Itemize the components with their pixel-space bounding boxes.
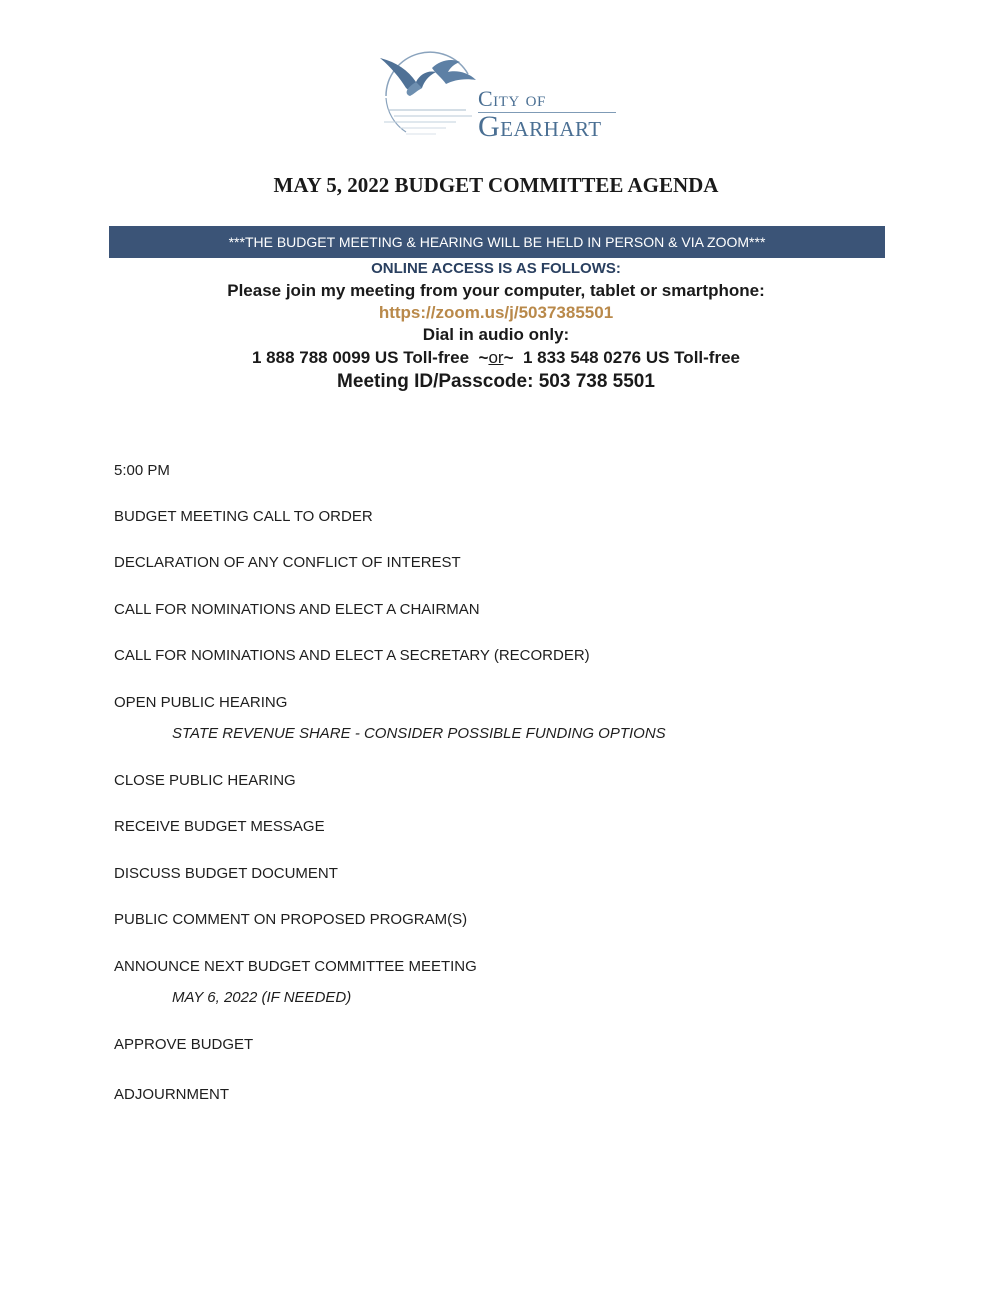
agenda-item: DECLARATION OF ANY CONFLICT OF INTEREST bbox=[114, 554, 461, 571]
agenda-item: OPEN PUBLIC HEARING bbox=[114, 694, 288, 711]
agenda-item: APPROVE BUDGET bbox=[114, 1036, 254, 1053]
agenda-item: CALL FOR NOMINATIONS AND ELECT A CHAIRMAN bbox=[114, 601, 480, 618]
city-logo bbox=[376, 48, 626, 144]
agenda-item: PUBLIC COMMENT ON PROPOSED PROGRAM(S) bbox=[114, 911, 468, 928]
dial-in-heading: Dial in audio only: bbox=[422, 325, 570, 344]
or-suffix: ~ bbox=[503, 348, 514, 367]
agenda-item: CALL FOR NOMINATIONS AND ELECT A SECRETARY (RECORDER) bbox=[114, 647, 590, 664]
agenda-subitem: STATE REVENUE SHARE - CONSIDER POSSIBLE FUNDING OPTIONS bbox=[172, 725, 666, 742]
or-prefix: ~ bbox=[478, 348, 489, 367]
agenda-item: BUDGET MEETING CALL TO ORDER bbox=[114, 508, 373, 525]
agenda-item: CLOSE PUBLIC HEARING bbox=[114, 772, 296, 789]
zoom-link[interactable]: https://zoom.us/j/5037385501 bbox=[378, 303, 614, 322]
or-separator: or bbox=[488, 348, 504, 367]
meeting-id: Meeting ID/Passcode: 503 738 5501 bbox=[337, 371, 655, 392]
logo-gearhart-text: Gearhart bbox=[478, 110, 602, 143]
agenda-time: 5:00 PM bbox=[114, 462, 170, 479]
agenda-item: RECEIVE BUDGET MESSAGE bbox=[114, 818, 325, 835]
logo-city-text: City of bbox=[478, 86, 546, 111]
seagull-logo-icon bbox=[376, 48, 486, 144]
join-instructions: Please join my meeting from your computer, tablet or smartphone: bbox=[227, 281, 765, 300]
meeting-banner: ***THE BUDGET MEETING & HEARING WILL BE HELD IN PERSON & VIA ZOOM*** bbox=[109, 226, 885, 258]
agenda-item: ADJOURNMENT bbox=[114, 1086, 229, 1103]
online-access-heading: ONLINE ACCESS IS AS FOLLOWS: bbox=[371, 260, 621, 277]
page-title: MAY 5, 2022 BUDGET COMMITTEE AGENDA bbox=[273, 173, 719, 197]
agenda-subitem: MAY 6, 2022 (IF NEEDED) bbox=[172, 989, 352, 1006]
agenda-item: DISCUSS BUDGET DOCUMENT bbox=[114, 865, 338, 882]
online-access-block bbox=[0, 258, 992, 395]
phone-number-2: 1 833 548 0276 US Toll-free bbox=[522, 348, 740, 367]
phone-number-1: 1 888 788 0099 US Toll-free bbox=[252, 348, 470, 367]
agenda-item: ANNOUNCE NEXT BUDGET COMMITTEE MEETING bbox=[114, 958, 477, 975]
dial-in-numbers bbox=[0, 346, 992, 369]
